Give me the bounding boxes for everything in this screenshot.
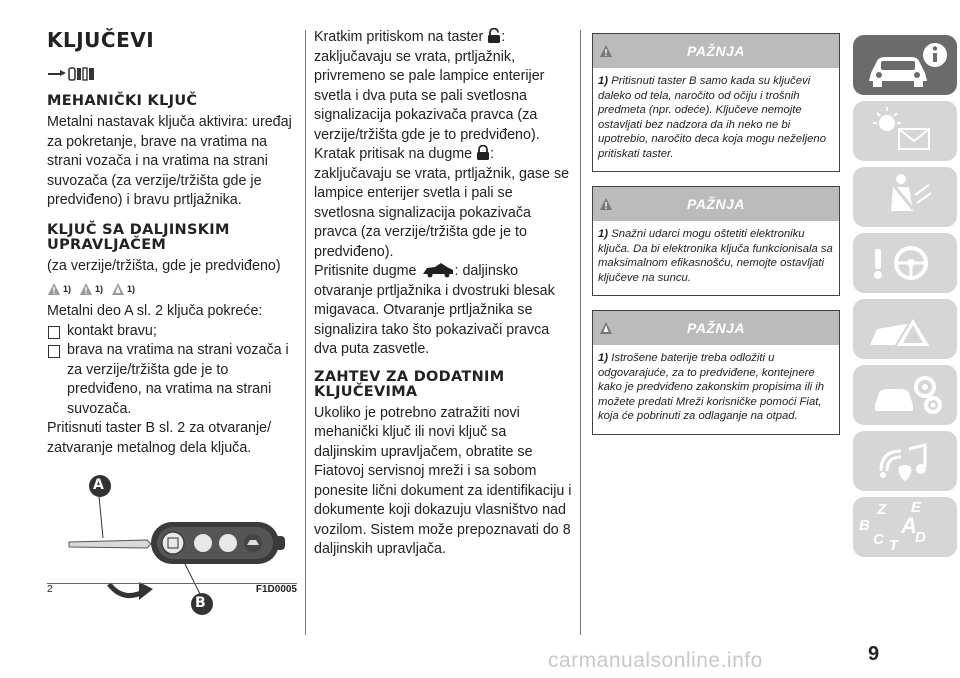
list-item — [47, 322, 295, 342]
unlock-button-text-start: Kratak pritisak na dugme — [314, 146, 473, 162]
warning-panel-body — [593, 221, 839, 295]
bullet-box-icon — [48, 345, 60, 358]
index-letter: A — [901, 513, 917, 538]
index-letter: Z — [877, 501, 887, 518]
warning-panel — [592, 186, 840, 296]
warning-panel-title: PAŽNJA — [687, 196, 745, 212]
page-title: KLJUČEVI — [47, 28, 155, 52]
unlock-button-text — [314, 145, 572, 262]
warning-ref: 1) — [598, 352, 609, 364]
index-letter: C — [873, 531, 884, 548]
index-letter: E — [911, 499, 922, 516]
warning-text: Snažni udarci mogu oštetiti elektroniku ključa. Da bi elektronika ključa funkcionisala sa maksimalnom efikasnošću, nemojte ostavljati ključeve na suncu. — [598, 228, 833, 284]
warning-icon — [79, 282, 93, 296]
warning-panel-header — [593, 187, 839, 221]
warning-ref: 1) — [598, 75, 609, 87]
warning-panel-body — [593, 345, 839, 434]
lock-button-text-rest: : zaključavaju se vrata, prtljažnik, privremeno se pale lampice enterijer svetla i dva puta se pali svetlosna signalizacija pokazivača pravca (za verzije/tržišta gde je to predviđeno). — [314, 29, 545, 143]
warning-icon — [47, 282, 61, 296]
bullet-box-icon — [48, 326, 60, 339]
index-letter: T — [889, 537, 899, 554]
warning-ref: 1) — [127, 284, 136, 294]
figure-label-a: A — [93, 477, 104, 493]
list-item-text: brava na vratima na strani vozača i za verzije/tržišta gde je to predviđeno, na vratima na strani suvozača. — [67, 342, 289, 417]
watermark: carmanualsonline.info — [548, 649, 763, 672]
trunk-button-text-rest: : daljinsko otvaranje prtljažnika i dvostruki blesak migavaca. Otvaranje prtljažnika se signalizira tako što pokazivači pravca dva puta zasvetle. — [314, 263, 555, 357]
index-letter: D — [915, 529, 926, 546]
warning-text: Pritisnuti taster B samo kada su ključevi daleko od tela, naročito od očiju i trošnih predmeta (npr. odeće). Ključeve nemojte ostavljati bez nadzora da ih neko ne bi upotrebio, naročito deca koja mogu neželjeno pritiskati taster. — [598, 75, 826, 160]
emergency-icon — [853, 299, 957, 359]
mechanical-key-text: Metalni nastavak ključa aktivira: uređaj za pokretanje, brave na vratima na strani vozača i na vratima na strani suvozača (za verzije/tržišta gde je predviđeno) i bravu prtljažnika. — [47, 114, 292, 208]
column-right — [592, 33, 840, 449]
warning-panel — [592, 33, 840, 172]
tab-emergency[interactable] — [853, 299, 957, 359]
warning-panel — [592, 310, 840, 435]
warning-ref: 1) — [95, 284, 104, 294]
warning-ref: 1) — [598, 228, 609, 240]
column-middle — [314, 28, 572, 560]
padlock-closed-icon — [476, 145, 490, 161]
remote-key-text: Metalni deo A sl. 2 ključa pokreće: — [47, 303, 263, 319]
column-left — [47, 28, 295, 623]
tab-car-info[interactable] — [853, 35, 957, 95]
warning-panel-header — [593, 311, 839, 345]
multimedia-icon — [853, 431, 957, 491]
page-number: 9 — [868, 643, 880, 665]
warning-lights-icon — [853, 101, 957, 161]
trunk-car-icon — [421, 262, 455, 278]
lock-button-text-start: Kratkim pritiskom na taster — [314, 29, 484, 45]
car-info-icon — [853, 35, 957, 95]
trunk-button-text — [314, 262, 572, 360]
column-divider — [580, 30, 581, 635]
remote-key-subtitle: (za verzije/tržišta, gde je predviđeno) — [47, 257, 281, 274]
lock-button-text — [314, 28, 572, 145]
section-title-remote-key: KLJUČ SA DALJINSKIM UPRAVLJAČEM — [47, 221, 230, 253]
environment-warning-icon — [111, 282, 125, 296]
unlock-button-text-rest: : zaključavaju se vrata, prtljažnik, gase se lampice enterijer svetla i pali se svetlosna signalizacija pokazivača pravca (za verzije/tržišta gde je to predviđeno). — [314, 146, 570, 260]
tab-safety[interactable] — [853, 167, 957, 227]
maintenance-icon — [853, 365, 957, 425]
index-letter: B — [859, 517, 870, 534]
additional-keys-text: Ukoliko je potrebno zatražiti novi mehanički ključ ili novi ključ sa daljinskim upravljačem, obratite se Fiatovoj servisnoj mreži i sa sobom ponesite lični dokument za identifikaciju i dokumente koji dokazuju vlasništvo nad vozilom. Sistem može prepoznavati do 8 daljinskih upravljača. — [314, 404, 572, 557]
tab-warning-lights[interactable] — [853, 101, 957, 161]
padlock-open-icon — [487, 28, 501, 44]
warning-text: Istrošene baterije treba odložiti u odgovarajuće, za to predviđene, kontejnere kako je predviđeno zakonskim propisima ili ih možete predati Mreži korisničke pomoći Fiat, koja će pobrinuti za odlaganje na otpad. — [598, 352, 825, 422]
tab-index[interactable] — [853, 497, 957, 557]
list-item-text: kontakt bravu; — [67, 322, 157, 339]
list-item — [47, 341, 295, 419]
tab-starting-driving[interactable] — [853, 233, 957, 293]
section-title-additional-keys: ZAHTEV ZA DODATNIM KLJUČEVIMA — [314, 368, 505, 400]
warning-ref: 1) — [63, 284, 72, 294]
key-icon — [47, 66, 97, 84]
warning-panel-header — [593, 34, 839, 68]
seat-belt-icon — [853, 167, 957, 227]
warning-panel-body — [593, 68, 839, 171]
key-figure — [47, 468, 297, 623]
warning-panel-title: PAŽNJA — [687, 320, 745, 336]
section-title-mechanical-key: MEHANIČKI KLJUČ — [47, 93, 198, 109]
remote-key-text-2: Pritisnuti taster B sl. 2 za otvaranje/ zatvaranje metalnog dela ključa. — [47, 420, 272, 456]
figure-number: 2 — [47, 584, 53, 595]
key-illustration — [47, 468, 297, 623]
chapter-sidebar — [853, 35, 957, 563]
figure-code: F1D0005 — [255, 584, 297, 595]
warning-panel-title: PAŽNJA — [687, 43, 745, 59]
tab-maintenance[interactable] — [853, 365, 957, 425]
warning-references — [47, 282, 295, 296]
steering-wheel-icon — [853, 233, 957, 293]
tab-multimedia[interactable] — [853, 431, 957, 491]
trunk-button-text-start: Pritisnite dugme — [314, 263, 417, 279]
figure-label-b: B — [195, 595, 206, 611]
column-divider — [305, 30, 306, 635]
